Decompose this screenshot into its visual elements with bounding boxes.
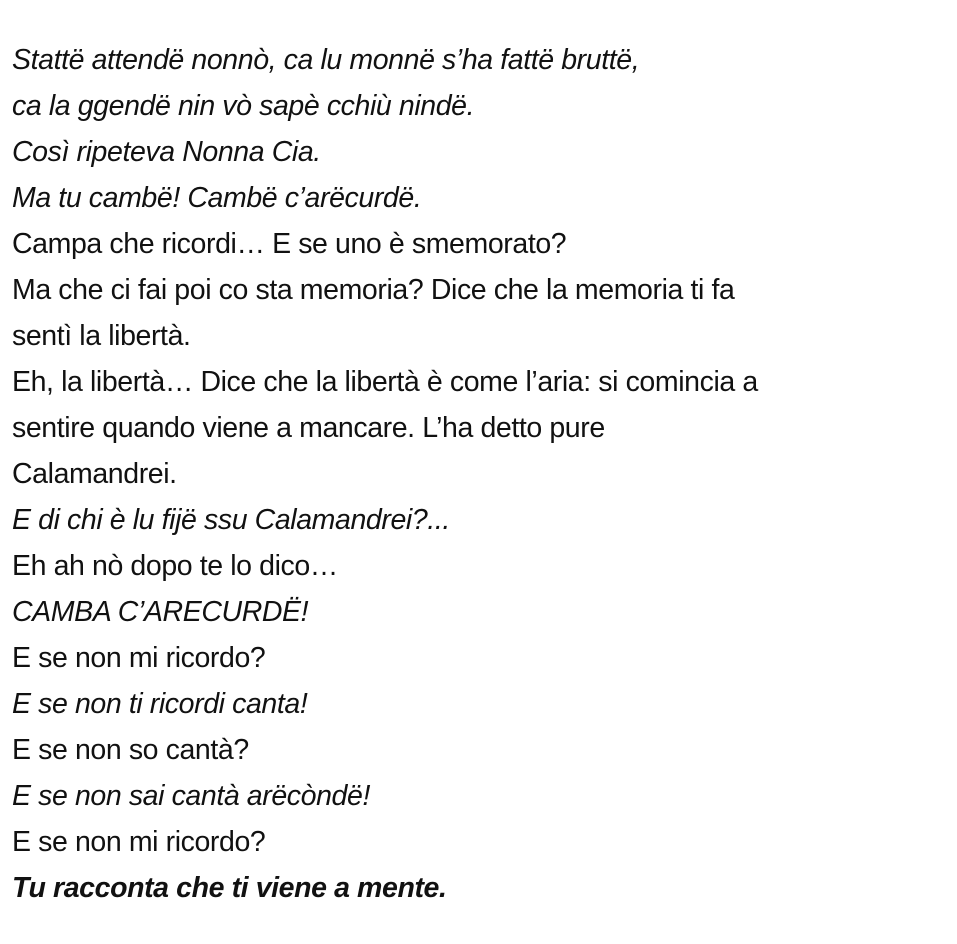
text-line: sentì la libertà.: [12, 320, 191, 352]
text-line-closing: Tu racconta che ti viene a mente.: [12, 872, 447, 904]
text-line: Ma tu cambë! Cambë c’arëcurdë.: [12, 182, 422, 214]
text-line: E se non sai cantà arëcòndë!: [12, 780, 370, 812]
text-line: Calamandrei.: [12, 458, 177, 490]
text-line: E se non ti ricordi canta!: [12, 688, 308, 720]
text-line: E di chi è lu fijë ssu Calamandrei?...: [12, 504, 450, 536]
text-line: Così ripeteva Nonna Cia.: [12, 136, 321, 168]
text-line: ca la ggendë nin vò sapè cchiù nindë.: [12, 90, 475, 122]
text-line: E se non mi ricordo?: [12, 826, 266, 858]
text-line: Ma che ci fai poi co sta memoria? Dice che la memoria ti fa: [12, 274, 735, 306]
text-line: Stattë attendë nonnò, ca lu monnë s’ha fattë bruttë,: [12, 44, 640, 76]
text-line: Campa che ricordi… E se uno è smemorato?: [12, 228, 567, 260]
text-line: Eh, la libertà… Dice che la libertà è come l’aria: si comincia a: [12, 366, 758, 398]
text-line: Eh ah nò dopo te lo dico…: [12, 550, 338, 582]
poem-text: [12, 37, 947, 911]
text-line: sentire quando viene a mancare. L’ha detto pure: [12, 412, 605, 444]
text-line: E se non so cantà?: [12, 734, 249, 766]
text-line: E se non mi ricordo?: [12, 642, 266, 674]
text-line: CAMBA C’ARECURDË!: [12, 596, 309, 628]
